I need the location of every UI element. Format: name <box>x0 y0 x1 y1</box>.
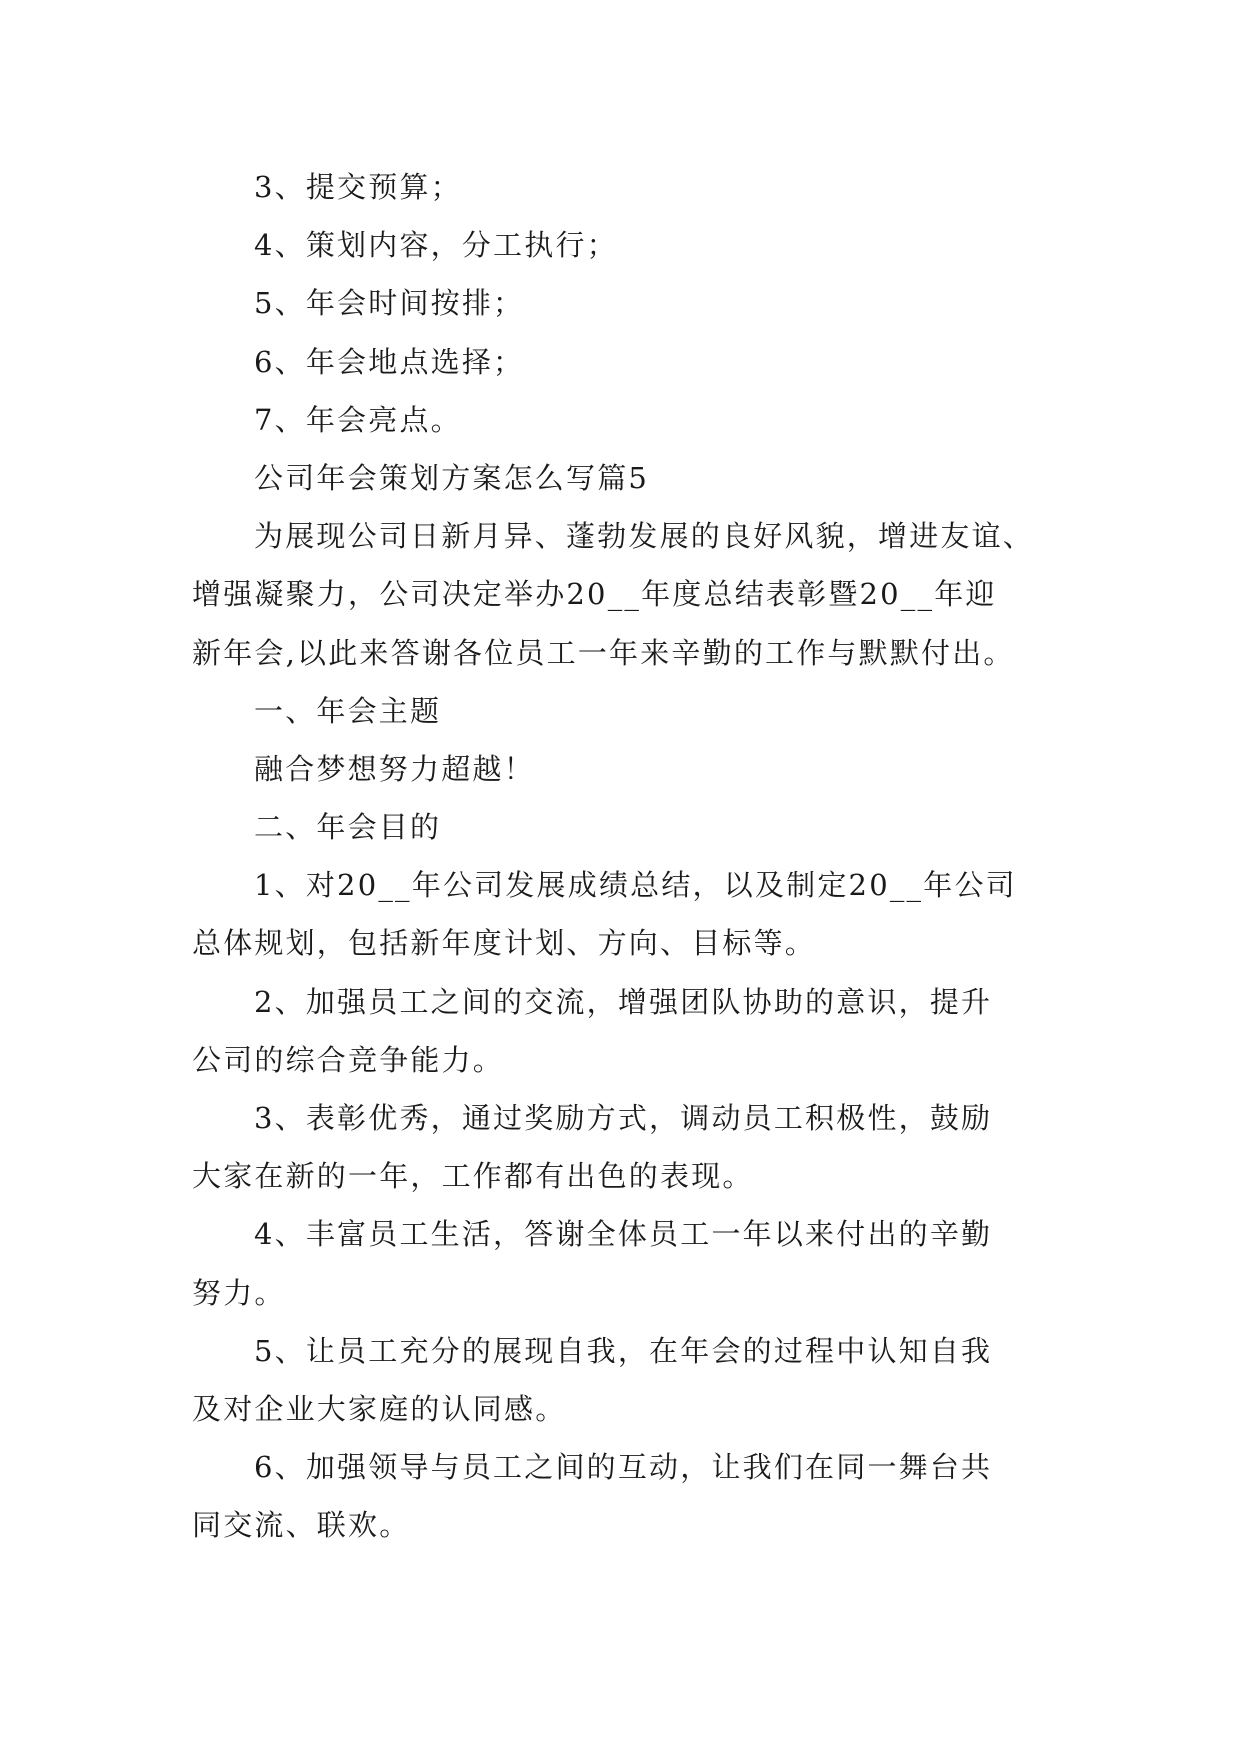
document-body <box>192 158 1054 1555</box>
paragraph-intro-line-2: 增强凝聚力，公司决定举办20__年度总结表彰暨20__年迎 <box>192 577 997 612</box>
purpose-1-line-2: 总体规划，包括新年度计划、方向、目标等。 <box>192 926 817 961</box>
purpose-5-line-1: 5、让员工充分的展现自我，在年会的过程中认知自我 <box>254 1333 993 1368</box>
purpose-2-line-2: 公司的综合竞争能力。 <box>192 1042 505 1077</box>
section-heading: 公司年会策划方案怎么写篇5 <box>254 460 650 495</box>
purpose-4-line-1: 4、丰富员工生活，答谢全体员工一年以来付出的辛勤 <box>254 1217 993 1252</box>
purpose-3-line-2: 大家在新的一年，工作都有出色的表现。 <box>192 1159 754 1194</box>
heading-theme: 一、年会主题 <box>254 693 442 728</box>
list-item-7-highlights: 7、年会亮点。 <box>254 402 462 437</box>
purpose-4-line-2: 努力。 <box>192 1275 286 1310</box>
list-item-3-budget: 3、提交预算； <box>254 170 462 204</box>
paragraph-intro-line-3: 新年会,以此来答谢各位员工一年来辛勤的工作与默默付出。 <box>192 635 1015 670</box>
purpose-5-line-2: 及对企业大家庭的认同感。 <box>192 1391 567 1426</box>
purpose-6-line-1: 6、加强领导与员工之间的互动，让我们在同一舞台共 <box>254 1450 993 1485</box>
theme-text: 融合梦想努力超越！ <box>254 751 535 786</box>
heading-purpose: 二、年会目的 <box>254 810 442 845</box>
purpose-6-line-2: 同交流、联欢。 <box>192 1508 411 1543</box>
purpose-3-line-1: 3、表彰优秀，通过奖励方式，调动员工积极性，鼓励 <box>254 1101 993 1135</box>
list-item-6-venue: 6、年会地点选择； <box>254 344 525 379</box>
purpose-1-line-1: 1、对20__年公司发展成绩总结，以及制定20__年公司 <box>254 868 1017 903</box>
list-item-4-planning: 4、策划内容，分工执行； <box>254 228 618 263</box>
paragraph-intro-line-1: 为展现公司日新月异、蓬勃发展的良好风貌，增进友谊、 <box>254 519 1035 554</box>
purpose-2-line-1: 2、加强员工之间的交流，增强团队协助的意识，提升 <box>254 984 993 1019</box>
list-item-5-schedule: 5、年会时间按排； <box>254 286 525 321</box>
